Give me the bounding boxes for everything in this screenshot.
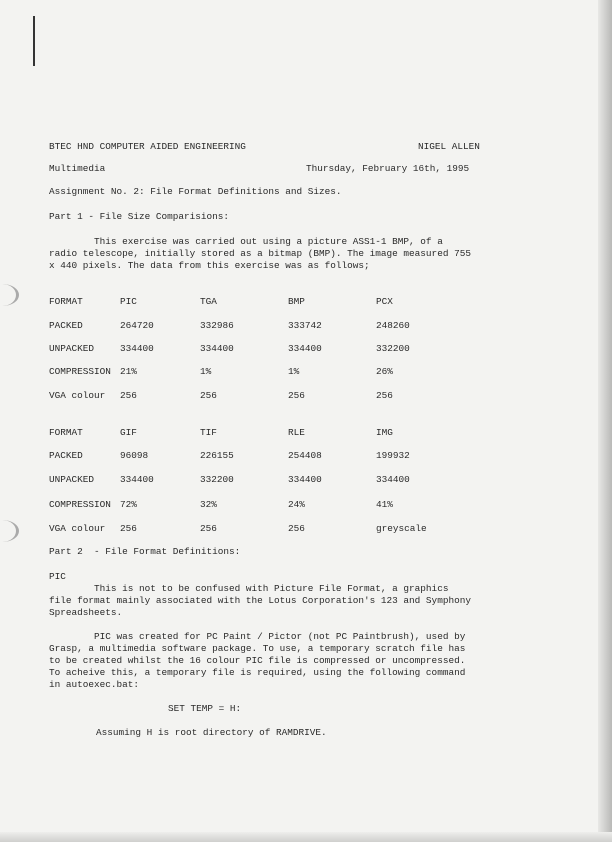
table-cell: 254408 bbox=[288, 450, 322, 461]
table-cell: 334400 bbox=[288, 343, 322, 354]
table-cell: 24% bbox=[288, 499, 305, 510]
table-header-cell: RLE bbox=[288, 427, 305, 438]
table-cell: 21% bbox=[120, 366, 137, 377]
table-cell: 1% bbox=[288, 366, 300, 377]
table-row-label: VGA colour bbox=[49, 523, 106, 534]
table-cell: 332200 bbox=[376, 343, 410, 354]
part1-heading: Part 1 - File Size Comparisions: bbox=[49, 211, 230, 222]
table-cell: 332200 bbox=[200, 474, 234, 485]
pic-para2-line: To acheive this, a temporary file is required, using the following command bbox=[49, 667, 466, 678]
command-line: SET TEMP = H: bbox=[168, 703, 242, 714]
intro-line: This exercise was carried out using a picture ASS1-1 BMP, of a bbox=[49, 236, 443, 247]
table-header-cell: FORMAT bbox=[49, 427, 83, 438]
table-cell: 334400 bbox=[120, 474, 154, 485]
table-cell: 256 bbox=[200, 390, 217, 401]
table-row-label: COMPRESSION bbox=[49, 499, 111, 510]
table-cell: 333742 bbox=[288, 320, 322, 331]
table-row-label: PACKED bbox=[49, 450, 83, 461]
table-cell: greyscale bbox=[376, 523, 427, 534]
intro-line: x 440 pixels. The data from this exercise was as follows; bbox=[49, 260, 370, 271]
table-row-label: UNPACKED bbox=[49, 343, 95, 354]
table-cell: 199932 bbox=[376, 450, 410, 461]
table-cell: 226155 bbox=[200, 450, 234, 461]
table-cell: 256 bbox=[200, 523, 217, 534]
table-header-cell: BMP bbox=[288, 296, 305, 307]
pen-mark bbox=[33, 16, 35, 66]
pic-para1-line: Spreadsheets. bbox=[49, 607, 123, 618]
pic-para1-line: This is not to be confused with Picture File Format, a graphics bbox=[49, 583, 449, 594]
author-name: NIGEL ALLEN bbox=[418, 141, 480, 152]
date: Thursday, February 16th, 1995 bbox=[306, 163, 470, 174]
table-header-cell: TGA bbox=[200, 296, 217, 307]
paper-edge-shadow bbox=[598, 0, 612, 842]
pic-para2-line: to be created whilst the 16 colour PIC file is compressed or uncompressed. bbox=[49, 655, 466, 666]
table-cell: 256 bbox=[120, 390, 137, 401]
table-cell: 96098 bbox=[120, 450, 149, 461]
table-cell: 41% bbox=[376, 499, 393, 510]
table-cell: 334400 bbox=[120, 343, 154, 354]
table-row-label: COMPRESSION bbox=[49, 366, 111, 377]
intro-line: radio telescope, initially stored as a bitmap (BMP). The image measured 755 bbox=[49, 248, 471, 259]
pic-para2-line: in autoexec.bat: bbox=[49, 679, 140, 690]
table-header-cell: PCX bbox=[376, 296, 393, 307]
course-title: BTEC HND COMPUTER AIDED ENGINEERING bbox=[49, 141, 246, 152]
table-header-cell: IMG bbox=[376, 427, 393, 438]
pic-para1-line: file format mainly associated with the Lotus Corporation's 123 and Symphony bbox=[49, 595, 471, 606]
table-cell: 334400 bbox=[376, 474, 410, 485]
table-header-cell: PIC bbox=[120, 296, 137, 307]
paper-bottom-shadow bbox=[0, 832, 612, 842]
part2-heading: Part 2 - File Format Definitions: bbox=[49, 546, 241, 557]
table-cell: 334400 bbox=[288, 474, 322, 485]
punch-hole bbox=[0, 284, 19, 306]
table-cell: 264720 bbox=[120, 320, 154, 331]
table-cell: 32% bbox=[200, 499, 217, 510]
punch-hole bbox=[0, 520, 19, 542]
subject: Multimedia bbox=[49, 163, 106, 174]
pic-para2-line: PIC was created for PC Paint / Pictor (not PC Paintbrush), used by bbox=[49, 631, 466, 642]
table-header-cell: FORMAT bbox=[49, 296, 83, 307]
table-cell: 256 bbox=[288, 523, 305, 534]
table-header-cell: TIF bbox=[200, 427, 217, 438]
table-cell: 332986 bbox=[200, 320, 234, 331]
assignment-title: Assignment No. 2: File Format Definitions and Sizes. bbox=[49, 186, 342, 197]
table-cell: 248260 bbox=[376, 320, 410, 331]
pic-title: PIC bbox=[49, 571, 66, 582]
table-row-label: VGA colour bbox=[49, 390, 106, 401]
table-header-cell: GIF bbox=[120, 427, 137, 438]
table-cell: 256 bbox=[120, 523, 137, 534]
table-cell: 1% bbox=[200, 366, 212, 377]
table-cell: 72% bbox=[120, 499, 137, 510]
table-cell: 26% bbox=[376, 366, 393, 377]
table-row-label: UNPACKED bbox=[49, 474, 95, 485]
table-row-label: PACKED bbox=[49, 320, 83, 331]
table-cell: 256 bbox=[376, 390, 393, 401]
table-cell: 334400 bbox=[200, 343, 234, 354]
pic-para2-line: Grasp, a multimedia software package. To use, a temporary scratch file has bbox=[49, 643, 466, 654]
table-cell: 256 bbox=[288, 390, 305, 401]
ramdrive-note: Assuming H is root directory of RAMDRIVE. bbox=[96, 727, 327, 738]
